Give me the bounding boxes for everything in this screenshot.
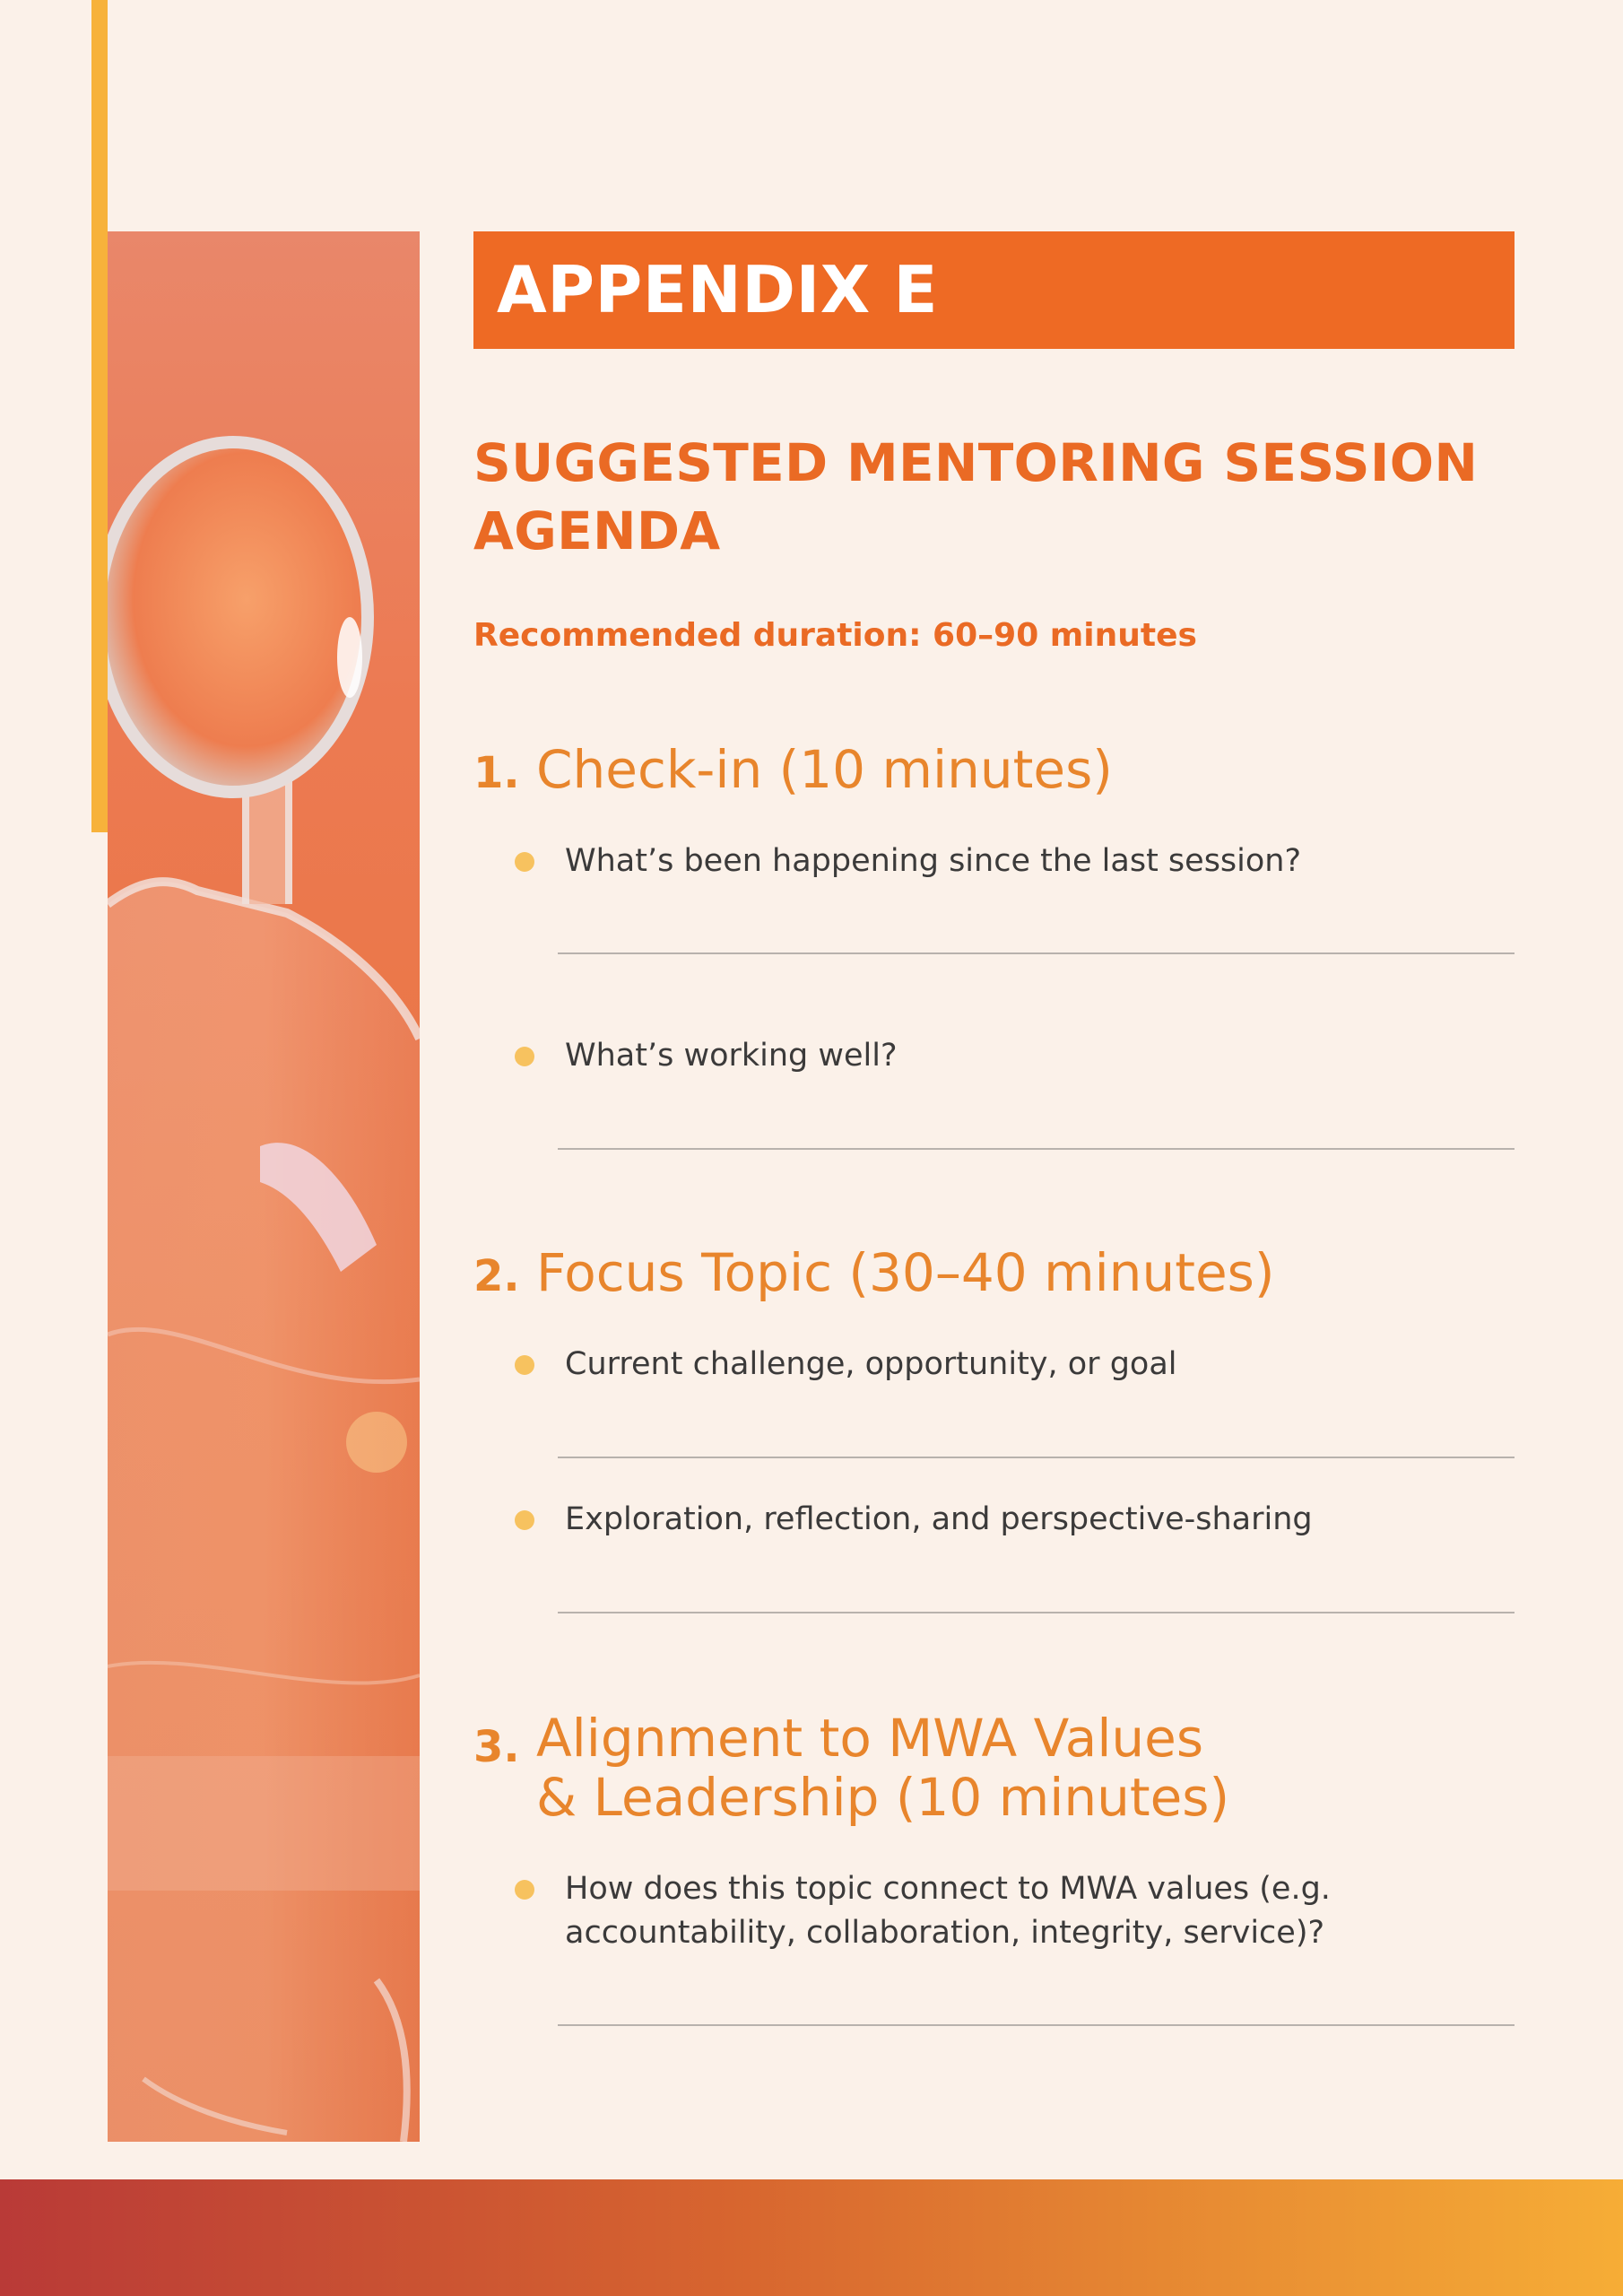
section-number: 1. bbox=[473, 748, 520, 798]
bullet-dot-icon bbox=[515, 1355, 534, 1375]
answer-line bbox=[558, 1612, 1515, 1613]
list-item-text: What’s working well? bbox=[565, 1038, 898, 1074]
bullet-dot-icon bbox=[515, 1880, 534, 1900]
bullet-dot-icon bbox=[515, 1047, 534, 1066]
list-item-text: How does this topic connect to MWA values (e.g. accountability, collaboration, integrity, service)? bbox=[565, 1871, 1331, 1951]
section-title: Check-in (10 minutes) bbox=[536, 739, 1113, 800]
list-item-text: What’s been happening since the last session? bbox=[565, 843, 1302, 879]
accent-bar bbox=[91, 0, 108, 832]
section-title: Focus Topic (30–40 minutes) bbox=[536, 1242, 1275, 1303]
list-item bbox=[515, 839, 1501, 883]
page-title: SUGGESTED MENTORING SESSION AGENDA bbox=[473, 432, 1479, 561]
bullet-dot-icon bbox=[515, 1510, 534, 1530]
list-item-text: Exploration, reflection, and perspective-sharing bbox=[565, 1501, 1313, 1537]
answer-line bbox=[558, 2024, 1515, 2026]
recommended-duration: Recommended duration: 60–90 minutes bbox=[473, 617, 1197, 654]
glass-figure-image bbox=[108, 231, 420, 2142]
appendix-banner: APPENDIX E bbox=[473, 231, 1515, 349]
section-number: 3. bbox=[473, 1722, 520, 1772]
list-item bbox=[515, 1867, 1393, 1955]
answer-line bbox=[558, 1148, 1515, 1150]
list-item-text: Current challenge, opportunity, or goal bbox=[565, 1346, 1177, 1382]
section-number: 2. bbox=[473, 1251, 520, 1301]
section-heading-focus-topic bbox=[473, 1243, 1274, 1306]
answer-line bbox=[558, 952, 1515, 954]
section-title-line-1: Alignment to MWA Values bbox=[536, 1708, 1204, 1769]
section-heading-check-in bbox=[473, 740, 1113, 803]
answer-line bbox=[558, 1457, 1515, 1458]
list-item bbox=[515, 1498, 1501, 1542]
bullet-dot-icon bbox=[515, 852, 534, 872]
footer-gradient-band bbox=[0, 2179, 1623, 2296]
list-item bbox=[515, 1343, 1501, 1387]
list-item bbox=[515, 1034, 1501, 1078]
section-heading-alignment bbox=[473, 1709, 1229, 1827]
section-title-line-2: & Leadership (10 minutes) bbox=[536, 1767, 1230, 1828]
